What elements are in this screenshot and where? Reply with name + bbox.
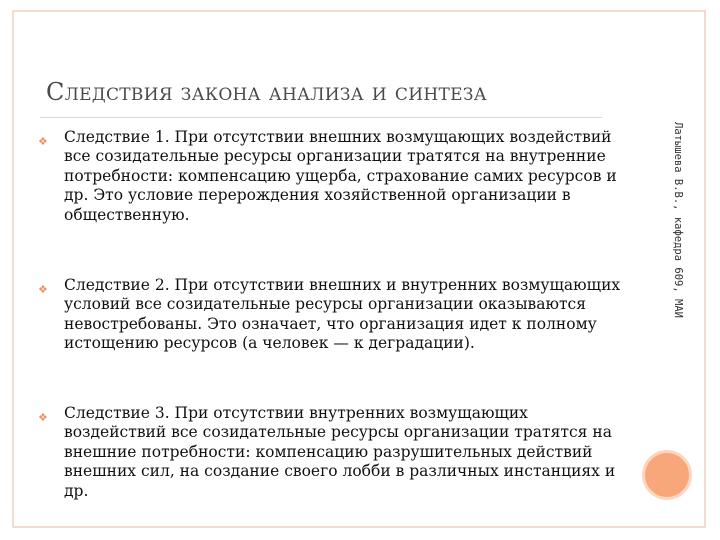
list-item bbox=[38, 128, 623, 225]
decorative-circle bbox=[642, 450, 692, 500]
bullet-text: Следствие 1. При отсутствии внешних возмущающих воздействий все созидательные ресурсы организации тратятся на внутренние потребности: компенсацию ущерба, страхование самих ресурсов и др. Это условие перерождения хозяйственной организации в общественную. bbox=[64, 128, 617, 224]
title-divider bbox=[40, 117, 602, 118]
bullet-text: Следствие 2. При отсутствии внешних и внутренних возмущающих условий все созидательные ресурсы организации оказываются невостребованы. Это означает, что организация идет к полному истощению ресурсов (а человек — к деградации). bbox=[64, 276, 621, 353]
bullet-icon: ❖ bbox=[38, 135, 48, 148]
list-item bbox=[38, 404, 623, 501]
bullet-icon: ❖ bbox=[38, 411, 48, 424]
bullet-icon: ❖ bbox=[38, 283, 48, 296]
slide-title: Следствия закона анализа и синтеза bbox=[46, 78, 487, 106]
bullet-text: Следствие 3. При отсутствии внутренних возмущающих воздействий все созидательные ресурсы организации тратятся на внешние потребности: компенсацию разрушительных действий внешних сил, на создание своего лобби в различных инстанциях и др. bbox=[64, 404, 616, 500]
author-caption: Латышева В.В., кафедра 609, МАИ bbox=[672, 122, 684, 318]
list-item bbox=[38, 276, 623, 354]
